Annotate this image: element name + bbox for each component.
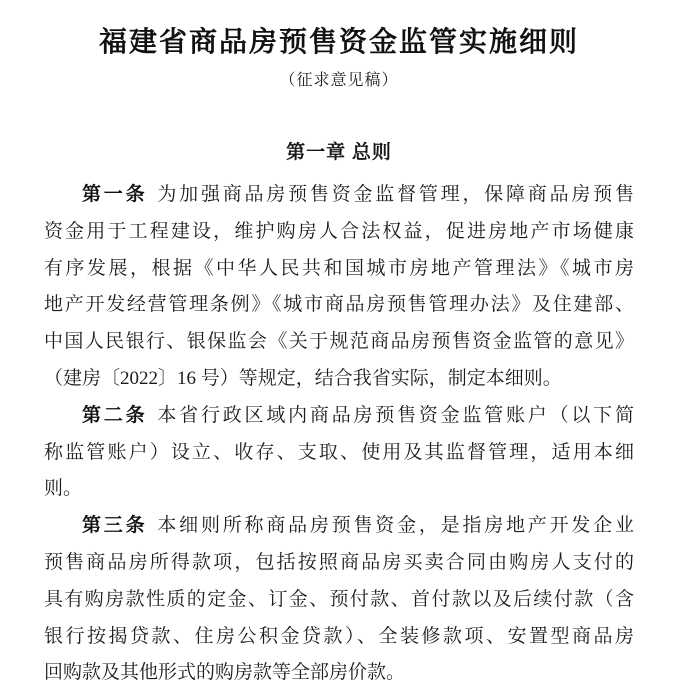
line-text: 银行按揭贷款、住房公积金贷款）、全装修款项、安置型商品房 (44, 625, 634, 647)
line-text: 本细则所称商品房预售资金，是指房地产开发企业 (157, 515, 634, 537)
article-1-label: 第一条 (82, 184, 148, 205)
line-text: 回购款及其他形式的购房款等全部房价款。 (44, 662, 406, 684)
document-line (44, 508, 634, 545)
line-text: 地产开发经营管理条例》《城市商品房预售管理办法》及住建部、 (44, 294, 634, 316)
document-title: 福建省商品房预售资金监管实施细则 (98, 26, 579, 57)
document-line (44, 545, 634, 582)
line-text: 为加强商品房预售资金监督管理，保障商品房预售 (157, 184, 634, 205)
document-line (44, 324, 634, 361)
line-text: （建房〔2022〕16 号）等规定，结合我省实际，制定本细则。 (44, 367, 562, 389)
document-line (44, 655, 634, 692)
article-2-label: 第二条 (82, 404, 148, 426)
line-text: 预售商品房所得款项，包括按照商品房买卖合同由购房人支付的 (44, 551, 634, 573)
document-line (44, 471, 634, 508)
document-line (44, 251, 634, 288)
line-text: 本省行政区域内商品房预售资金监管账户（以下简 (157, 404, 634, 426)
chapter-heading: 第一章 总则 (286, 142, 392, 163)
document-line (44, 398, 634, 435)
document-line (44, 582, 634, 619)
line-text: 称监管账户）设立、收存、支取、使用及其监督管理，适用本细 (44, 441, 634, 463)
line-text: 资金用于工程建设，维护购房人合法权益，促进房地产市场健康 (44, 220, 634, 242)
document-line (44, 287, 634, 324)
document-line (44, 177, 634, 214)
line-text: 则。 (44, 478, 83, 500)
document-line (44, 619, 634, 656)
document-subtitle: （征求意见稿） (279, 72, 399, 89)
article-3-label: 第三条 (82, 515, 148, 537)
document-body (44, 177, 634, 692)
document-line (44, 361, 634, 398)
line-text: 中国人民银行、银保监会《关于规范商品房预售资金监管的意见》 (44, 331, 634, 353)
document-line (44, 435, 634, 472)
document-line (44, 214, 634, 251)
line-text: 具有购房款性质的定金、订金、预付款、首付款以及后续付款（含 (44, 588, 634, 610)
line-text: 有序发展，根据《中华人民共和国城市房地产管理法》《城市房 (44, 257, 634, 279)
